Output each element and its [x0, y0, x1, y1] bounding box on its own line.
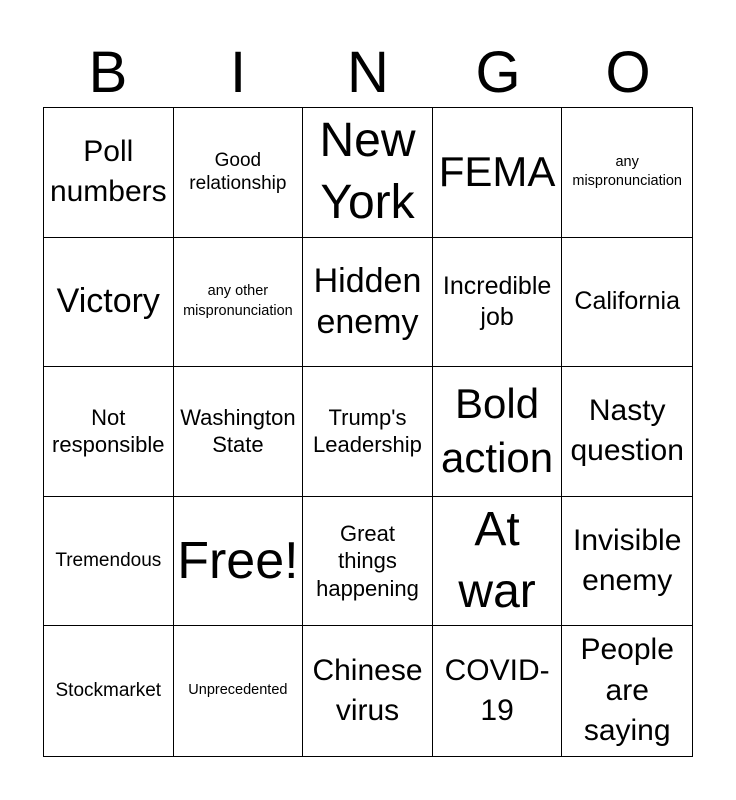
cell-label: COVID- 19	[444, 653, 550, 728]
cell-label: Free!	[177, 531, 299, 590]
bingo-cell[interactable]	[44, 626, 174, 756]
cell-label: Washington State	[180, 404, 296, 458]
bingo-cell[interactable]	[562, 108, 692, 238]
cell-label: People are saying	[580, 633, 674, 748]
bingo-cell[interactable]	[174, 626, 304, 756]
header-letter-n: N	[347, 40, 389, 105]
cell-label: Trump's Leadership	[313, 404, 422, 458]
bingo-cell[interactable]	[44, 497, 174, 627]
bingo-cell[interactable]	[433, 108, 563, 238]
cell-label: any other mispronunciation	[183, 283, 293, 319]
bingo-cell[interactable]	[303, 108, 433, 238]
bingo-cell[interactable]	[44, 367, 174, 497]
bingo-cell[interactable]	[303, 238, 433, 368]
cell-label: Not responsible	[52, 404, 165, 458]
bingo-cell[interactable]	[562, 367, 692, 497]
cell-label: Great things happening	[316, 520, 419, 601]
bingo-cell[interactable]	[433, 497, 563, 627]
cell-label: FEMA	[438, 148, 556, 195]
header-letter-i: I	[229, 40, 247, 105]
cell-label: any mispronunciation	[572, 153, 682, 190]
bingo-cell[interactable]	[174, 367, 304, 497]
bingo-board	[43, 107, 693, 757]
cell-label: Invisible enemy	[573, 523, 682, 598]
bingo-cell[interactable]	[433, 238, 563, 368]
bingo-cell[interactable]	[562, 626, 692, 756]
bingo-cell[interactable]	[303, 367, 433, 497]
cell-label: Unprecedented	[188, 682, 288, 699]
cell-label: California	[574, 287, 680, 316]
cell-label: Stockmarket	[55, 680, 162, 702]
cell-label: Bold action	[441, 379, 554, 482]
cell-label: Chinese virus	[312, 653, 423, 728]
bingo-cell[interactable]	[433, 367, 563, 497]
bingo-header	[43, 40, 693, 106]
bingo-cell free-space[interactable]	[174, 497, 304, 627]
cell-label: Victory	[56, 282, 160, 321]
bingo-cell[interactable]	[174, 108, 304, 238]
cell-label: Incredible job	[442, 271, 552, 331]
bingo-cell[interactable]	[433, 626, 563, 756]
cell-label: Tremendous	[55, 550, 162, 572]
header-letter-b: B	[88, 40, 128, 105]
cell-label: New York	[319, 113, 416, 230]
cell-label: Poll numbers	[49, 134, 167, 209]
cell-label: Good relationship	[189, 149, 287, 195]
cell-label: Hidden enemy	[313, 262, 422, 341]
cell-label: Nasty question	[570, 393, 684, 468]
bingo-cell[interactable]	[562, 238, 692, 368]
bingo-cell[interactable]	[562, 497, 692, 627]
bingo-cell[interactable]	[44, 238, 174, 368]
bingo-cell[interactable]	[303, 497, 433, 627]
bingo-cell[interactable]	[303, 626, 433, 756]
header-letter-o: O	[605, 40, 651, 105]
bingo-cell[interactable]	[174, 238, 304, 368]
header-letter-g: G	[475, 40, 521, 105]
bingo-cell[interactable]	[44, 108, 174, 238]
cell-label: At war	[458, 502, 536, 619]
